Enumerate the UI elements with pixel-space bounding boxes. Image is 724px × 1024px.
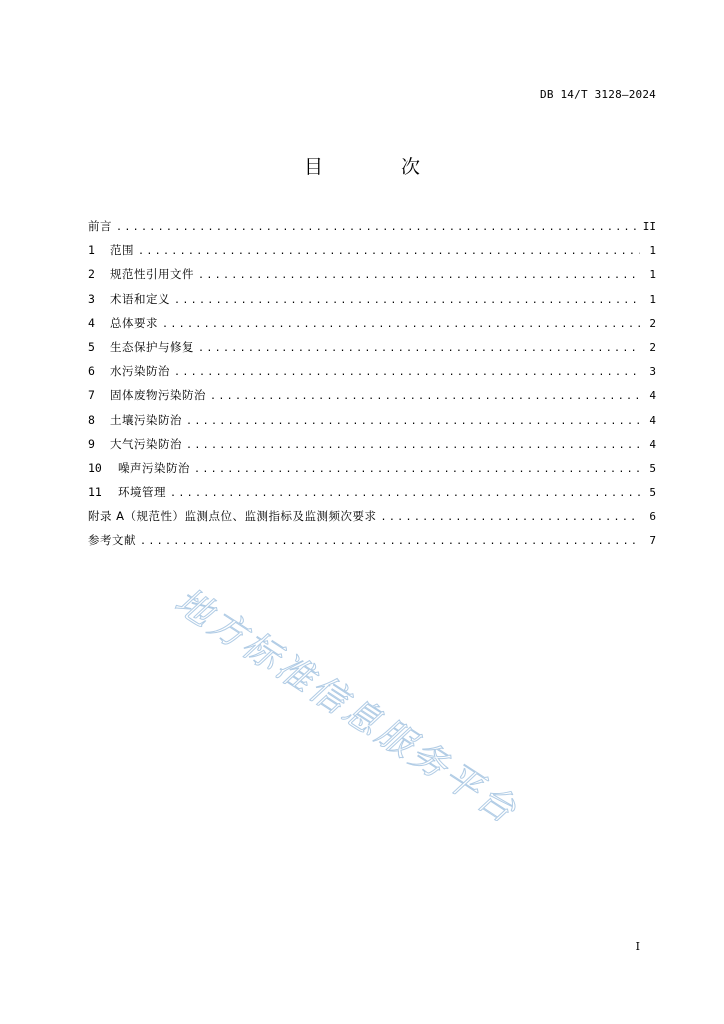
toc-dot-leader (210, 391, 640, 402)
toc-entry-general-requirements[interactable] (88, 315, 656, 339)
toc-entry-page: 1 (649, 268, 656, 282)
toc-entry-page: 5 (649, 486, 656, 500)
toc-dot-leader (186, 416, 640, 427)
toc-entry-number: 7 (88, 388, 95, 403)
toc-entry-number: 4 (88, 315, 95, 330)
toc-dot-leader (170, 488, 640, 499)
toc-entry-page: 3 (649, 365, 656, 379)
toc-entry-number: 11 (88, 485, 102, 500)
toc-entry-number: 9 (88, 436, 95, 451)
toc-entry-page: 2 (649, 316, 656, 330)
toc-entry-appendix-a[interactable] (88, 508, 656, 532)
toc-dot-leader (198, 343, 640, 354)
toc-entry-number: 6 (88, 364, 95, 379)
toc-dot-leader (186, 440, 640, 451)
toc-entry-label: 规范性引用文件 (110, 267, 194, 282)
toc-dot-leader (198, 270, 640, 281)
toc-dot-leader (174, 367, 640, 378)
toc-entry-number: 2 (88, 267, 95, 282)
toc-entry-ecological-protection[interactable] (88, 339, 656, 363)
toc-entry-page: 6 (649, 510, 656, 524)
toc-entry-label: 总体要求 (110, 315, 158, 330)
toc-entry-noise-pollution[interactable] (88, 460, 656, 484)
toc-entry-soil-pollution[interactable] (88, 412, 656, 436)
watermark-text: 地方标准信息服务平台 (167, 580, 526, 833)
toc-entry-label: 前言 (88, 219, 112, 233)
toc-entry-foreword[interactable] (88, 218, 656, 242)
standard-code-header: DB 14/T 3128—2024 (540, 88, 656, 101)
toc-entry-label: 生态保护与修复 (110, 339, 194, 354)
toc-entry-number: 5 (88, 339, 95, 354)
toc-entry-page: 4 (649, 389, 656, 403)
toc-entry-label: 水污染防治 (110, 364, 170, 379)
toc-entry-label: 术语和定义 (110, 291, 170, 306)
toc-entry-label: 固体废物污染防治 (110, 388, 206, 403)
toc-entry-normative-references[interactable] (88, 266, 656, 290)
toc-entry-terms-definitions[interactable] (88, 291, 656, 315)
toc-entry-environmental-management[interactable] (88, 484, 656, 508)
toc-dot-leader (138, 246, 640, 257)
toc-dot-leader (194, 464, 640, 475)
toc-entry-bibliography[interactable] (88, 532, 656, 556)
toc-entry-label: 大气污染防治 (110, 436, 182, 451)
toc-entry-water-pollution[interactable] (88, 363, 656, 387)
toc-entry-scope[interactable] (88, 242, 656, 266)
toc-entry-air-pollution[interactable] (88, 436, 656, 460)
toc-entry-number: 3 (88, 291, 95, 306)
toc-entry-label: 附录 A（规范性）监测点位、监测指标及监测频次要求 (88, 509, 377, 524)
toc-entry-number: 1 (88, 243, 95, 258)
toc-entry-page: 2 (649, 340, 656, 354)
toc-entry-page: 5 (649, 461, 656, 475)
table-of-contents (88, 218, 656, 557)
toc-entry-label: 参考文献 (88, 533, 136, 548)
toc-entry-page: 1 (649, 292, 656, 306)
toc-entry-number: 10 (88, 460, 102, 475)
toc-dot-leader (116, 222, 637, 233)
toc-entry-page: 7 (649, 534, 656, 548)
toc-entry-solid-waste[interactable] (88, 387, 656, 411)
toc-dot-leader (162, 319, 640, 330)
toc-entry-label: 环境管理 (118, 485, 166, 500)
toc-entry-page: 4 (649, 413, 656, 427)
toc-title: 目 次 (303, 156, 457, 178)
toc-dot-leader (174, 295, 640, 306)
toc-entry-page: 4 (649, 437, 656, 451)
toc-entry-page: II (642, 220, 656, 233)
toc-dot-leader (381, 512, 640, 523)
toc-entry-label: 土壤污染防治 (110, 412, 182, 427)
toc-entry-label: 范围 (110, 243, 134, 258)
toc-entry-page: 1 (649, 244, 656, 258)
toc-entry-number: 8 (88, 412, 95, 427)
toc-entry-label: 噪声污染防治 (118, 460, 190, 475)
toc-dot-leader (140, 536, 640, 547)
page-number: I (635, 940, 640, 953)
